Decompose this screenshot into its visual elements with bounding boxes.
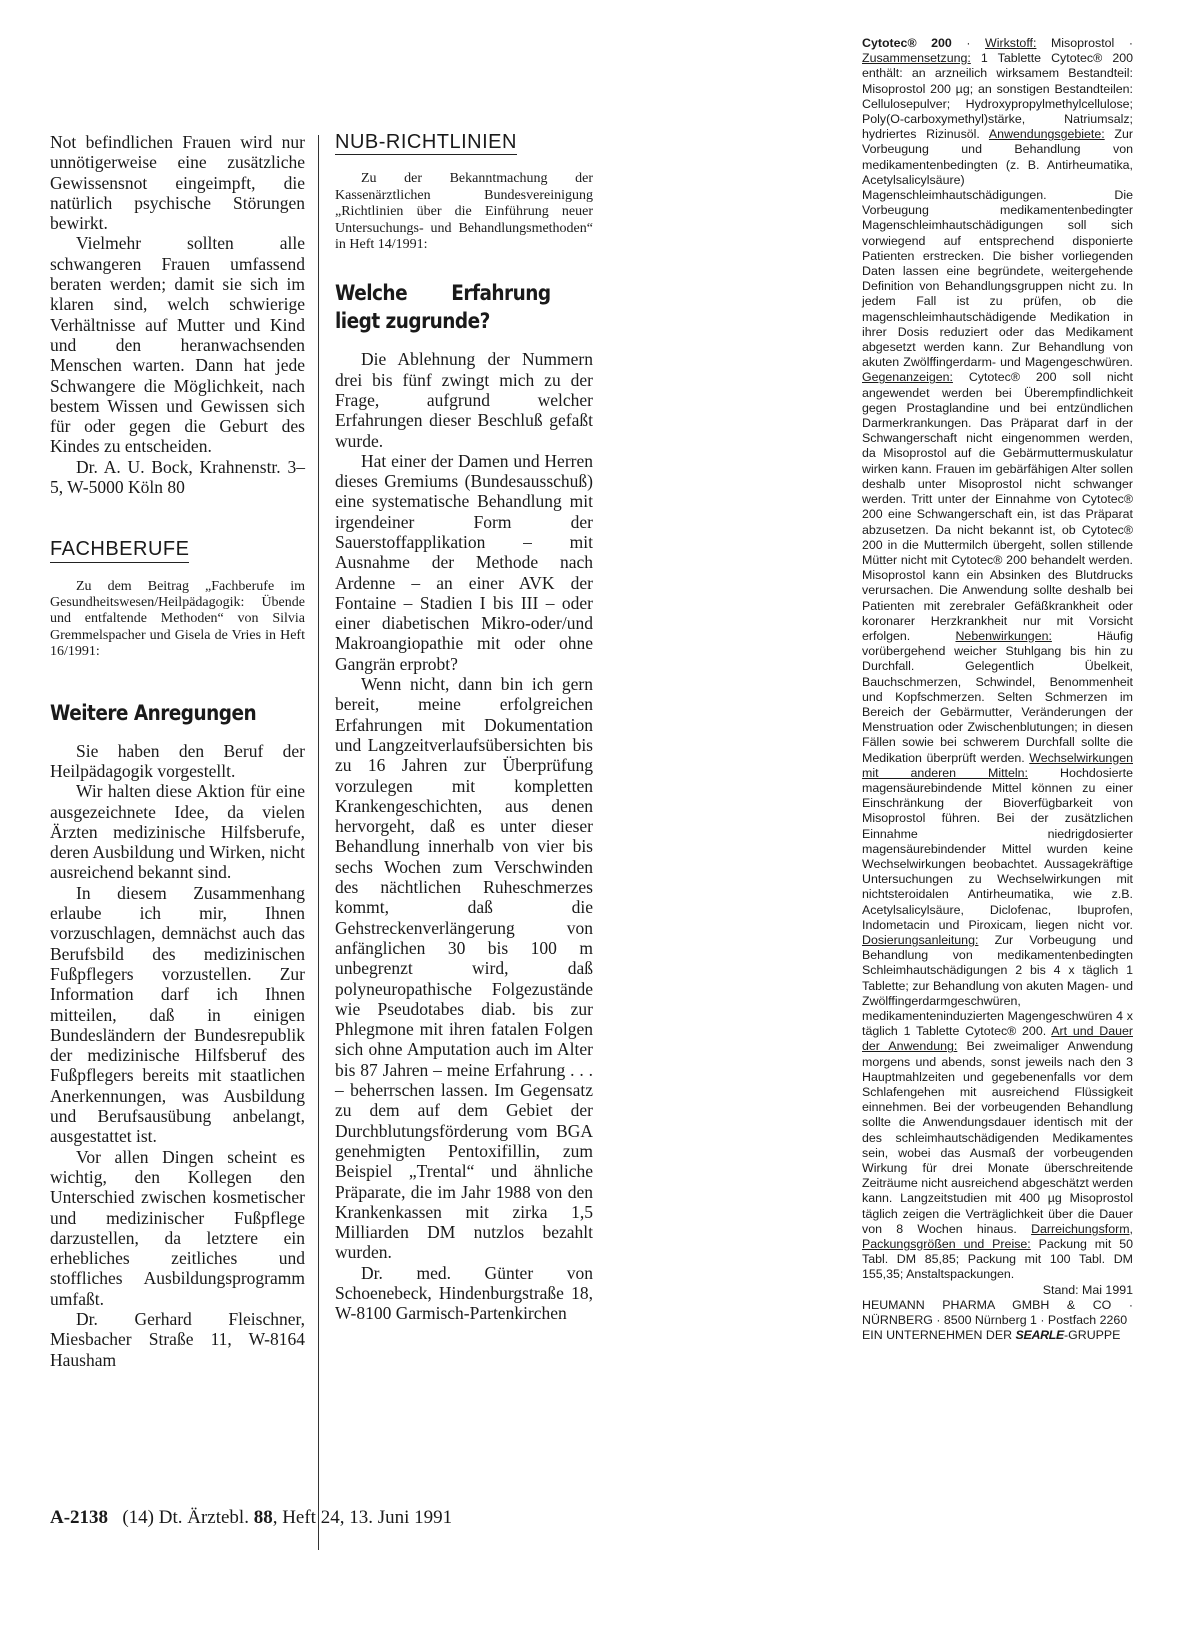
label-dosierung: Dosierungsanleitung:: [862, 932, 979, 947]
label-art-dauer: Art und Dauer der Anwendung:: [862, 1024, 1133, 1054]
paragraph: In diesem Zusammenhang erlaube ich mir, Ihnen vorzuschlagen, demnächst auch das Berufsbild des medizinischen Fußpflegers vorzustellen. Zur Information darf ich Ihnen mitteilen, daß in einigen Bundesländern der Bundesrepublik der medizinische Hilfsberuf des Fußpflegers bereits mit staatlichen Anerkennungen, was Ausbildung und Berufsausübung anbelangt, ausgestattet ist.: [50, 882, 305, 1147]
paragraph: Vor allen Dingen scheint es wichtig, den Kollegen den Unterschied zwischen kosmetischer und medizinischer Fußpflege darzustellen, da letztere ein erhebliches zeitliches und stoffliches Ausbildungsprogramm umfaßt.: [50, 1146, 305, 1309]
paragraph: Hat einer der Damen und Herren dieses Gremiums (Bundesausschuß) eine systematische Behandlung mit irgendeiner Form der Sauerstoffapplikation – mit Ausnahme der Methode nach Ardenne – an einer AVK der Fontaine – Stadien I bis III – oder einer diabetischen Mikro-oder/und Makroangiopathie mit oder ohne Gangrän erprobt?: [335, 450, 593, 674]
product-name: Cytotec® 200: [862, 36, 952, 50]
paragraph: Die Ablehnung der Nummern drei bis fünf zwingt mich zu der Frage, aufgrund welcher Erfahrungen dieser Beschluß gefaßt wurde.: [335, 349, 593, 451]
paragraph: Vielmehr sollten alle schwangeren Frauen umfassend beraten werden; damit sie sich im klaren sind, welch schwierige Verhältnisse auf Mutter und Kind und den heranwachsenden Menschen warten. Dann hat jede Schwangere die Möglichkeit, nach bestem Wissen und Gewissen sich für oder gegen die Geburt des Kindes zu entscheiden.: [50, 233, 305, 457]
prescribing-text: Cytotec® 200 · Wirkstoff: Misoprostol · Zusammensetzung: 1 Tablette Cytotec® 200 enthält: an arzneilich wirksamem Bestandteil: Misoprostol 200 µg; an sonstigen Bestandteilen: Cellulosepulver; Hydroxypropylmethylcellulose; Poly(O-carboxymethyl)stärke, Natriumsalz; hydriertes Rizinusöl. Anwendungsgebiete: Zur Vorbeugung und Behandlung von medikamentenbedingten (z. B. Antirheumatika, Acetylsalicylsäure) Magenschleimhautschädigungen. Die Vorbeugung medikamentenbedingter Magenschleimhautschädigungen soll sich vorwiegend auf entsprechend disponierte Patienten erstrecken. Die bisher vorliegenden Daten lassen eine begründete, weitergehende Definition von Behandlungsgruppen nicht zu. In jedem Fall ist zu prüfen, ob die magenschleimhautschädigende Medikation in ihrer Dosis reduziert oder das Medikament abgesetzt werden kann. Zur Behandlung von akuten Zwölffingerdarm- und Magengeschwüren. Gegenanzeigen: Cytotec® 200 soll nicht angewendet werden bei Überempfindlichkeit gegen Prostaglandine und bei entzündlichen Darmerkrankungen. Das Präparat darf in der Schwangerschaft nicht eingenommen werden, da Misoprostol auf die Gebärmuttermuskulatur wirken kann. Frauen im gebärfähigen Alter sollen deshalb unter Misoprostol nicht schwanger werden. Tritt unter der Einnahme von Cytotec® 200 eine Schwangerschaft ein, ist das Präparat abzusetzen. Da nicht bekannt ist, ob Cytotec® 200 in die Muttermilch übergeht, sollen stillende Mütter nicht mit Cytotec® 200 behandelt werden. Misoprostol kann ein Absinken des Blutdrucks verursachen. Die Anwendung sollte deshalb bei Patienten mit zerebraler Gefäßkrankheit oder koronarer Herzkrankheit nur mit Vorsicht erfolgen. Nebenwirkungen: Häufig vorübergehend weicher Stuhlgang bis hin zu Durchfall. Gelegentlich Übelkeit, Bauchschmerzen, Schwindel, Benommenheit und Kopfschmerzen. Selten Schmerzen im Bereich der Gebärmutter, Veränderungen der Menstruation oder Zwischenblutungen; in diesen Fällen sowie bei schwerem Durchfall sollte die Medikation überprüft werden. Wechselwirkungen mit anderen Mitteln: Hochdosierte magensäurebindende Mittel können zu einer Einschränkung der Bioverfügbarkeit von Misoprostol führen. Bei der zusätzlichen Einnahme niedrigdosierter magensäurebindender Mittel wurden keine Wechselwirkungen beobachtet. Aussagekräftige Untersuchungen zu Wechselwirkungen mit nichtsteroidalen Antirheumatika, wie z.B. Acetylsalicylsäure, Diclofenac, Ibuprofen, Indometacin und Piroxicam, liegen nicht vor. Dosierungsanleitung: Zur Vorbeugung und Behandlung von medikamentenbedingten Schleimhautschädigungen 2 bis 4 x täglich 1 Tablette; zur Behandlung von akuten Magen- und Zwölffingerdarmgeschwüren, medikamenteninduzierten Magengeschwüren 4 x täglich 1 Tablette Cytotec® 200. Art und Dauer der Anwendung: Bei zweimaliger Anwendung morgens und abends, sonst jeweils nach den 3 Hauptmahlzeiten und gegebenenfalls vor dem Schlafengehen mit ausreichend Flüssigkeit einnehmen. Bei der vorbeugenden Behandlung sollte die Anwendungsdauer identisch mit der des schleimhautschädigenden Medikamentes sein, wobei das Ausmaß der vorbeugenden Wirkung für drei Monate überschreitende Zeiträume nicht ausreichend abgeschätzt werden kann. Langzeitstudien mit 400 µg Misoprostol täglich zeigen die Verträglichkeit über die Dauer von 8 Wochen hinaus. Darreichungsform, Packungsgrößen und Preise: Packung mit 50 Tabl. DM 85,85; Packung mit 100 Tabl. DM 155,35; Anstaltspackungen.: [862, 36, 1134, 1282]
label-zusammensetzung: Zusammensetzung:: [862, 51, 971, 66]
label-anwendungsgebiete: Anwendungsgebiete:: [988, 127, 1105, 142]
text-wirkstoff: Misoprostol ·: [1036, 36, 1133, 50]
text-anwendungsgebiete: Zur Vorbeugung und Behandlung von medikamentenbedingten (z. B. Antirheumatika, Acetylsalicylsäure) Magenschleimhautschädigungen. Die Vorbeugung medikamentenbedingter Magenschleimhautschädigungen soll sich vorwiegend auf entsprechend disponierte Patienten erstrecken. Die bisher vorliegenden Daten lassen eine begründete, weitergehende Definition von Behandlungsgruppen nicht zu. In jedem Fall ist zu prüfen, ob die magenschleimhautschädigende Medikation in ihrer Dosis reduziert oder das Medikament abgesetzt werden kann. Zur Behandlung von akuten Zwölffingerdarm- und Magengeschwüren.: [862, 127, 1133, 370]
label-nebenwirkungen: Nebenwirkungen:: [955, 628, 1052, 643]
searle-logo: SEARLE: [1015, 1328, 1064, 1343]
label-gegenanzeigen: Gegenanzeigen:: [862, 370, 953, 385]
text-wechselwirkungen: Hochdosierte magensäurebindende Mittel können zu einer Einschränkung der Bioverfügbarkeit von Misoprostol führen. Bei der zusätzlichen Einnahme niedrigdosierter magensäurebindender Mittel wurden keine Wechselwirkungen beobachtet. Aussagekräftige Untersuchungen zu Wechselwirkungen mit nichtsteroidalen Antirheumatika, wie z.B. Acetylsalicylsäure, Diclofenac, Ibuprofen, Indometacin und Piroxicam, liegen nicht vor.: [862, 765, 1133, 932]
page-footer: [50, 1507, 452, 1529]
stand-date: Stand: Mai 1991: [1042, 1282, 1133, 1297]
company-group: [862, 1328, 1133, 1343]
letter-author: Dr. med. Günter von Schoenebeck, Hindenburgstraße 18, W-8100 Garmisch-Partenkirchen: [335, 1262, 593, 1324]
volume-number: 88: [253, 1507, 273, 1528]
section-rubric: FACHBERUFE: [50, 539, 189, 562]
issue-suffix: , Heft 24, 13. Juni 1991: [272, 1507, 453, 1528]
text-zusammensetzung: 1 Tablette Cytotec® 200 enthält: an arzneilich wirksamem Bestandteil: Misoprostol 200 µg; an sonstigen Bestandteilen: Cellulosepulver; Hydroxypropylmethylcellulose; Poly(O-carboxymethyl)stärke, Natriumsalz; hydriertes Rizinusöl.: [862, 51, 1133, 142]
page-number: A-2138: [50, 1507, 109, 1528]
issue-prefix: (14) Dt. Ärztebl.: [122, 1507, 254, 1528]
letter-column-left: [50, 132, 305, 1370]
paragraph: Not befindlichen Frauen wird nur unnötigerweise eine zusätzliche Gewissensnot eingeimpft, die natürlich psychische Störungen bewirkt.: [50, 132, 305, 234]
prescribing-information: [862, 36, 1133, 1343]
column-divider: [318, 135, 319, 1550]
letter-intro: Zu der Bekanntmachung der Kassenärztlichen Bundesvereinigung „Richtlinien über die Einführung neuer Untersuchungs- und Behandlungsmethoden“ in Heft 14/1991:: [335, 171, 593, 252]
letter-author: Dr. Gerhard Fleischner, Miesbacher Straße 11, W-8164 Hausham: [50, 1308, 305, 1370]
letter-headline: Welche Erfahrung liegt zugrunde?: [335, 281, 551, 334]
paragraph: Sie haben den Beruf der Heilpädagogik vorgestellt.: [50, 740, 305, 781]
letter-headline: Weitere Anregungen: [50, 700, 257, 725]
group-suffix: -GRUPPE: [1063, 1328, 1121, 1343]
paragraph: Wenn nicht, dann bin ich gern bereit, meine erfolgreichen Erfahrungen mit Dokumentation und Langzeitverlaufsübersichten bis zu 16 Jahren zur Überprüfung vorzulegen mit kompletten Krankengeschichten, aus denen hervorgeht, daß es unter dieser Behandlung innerhalb von vier bis sechs Wochen zum Verschwinden des nächtlichen Ruheschmerzes kommt, daß die Gehstreckenverlängerung von anfänglichen 30 bis 100 m unbegrenzt wird, daß polyneuropathische Folgezustände wie Pseudotabes diab. bis zur Phlegmone mit ihren fatalen Folgen sich ohne Amputation auch im Alter bis 87 Jahren – meine Erfahrung . . . – beherrschen lassen. Im Gegensatz zu dem auf dem Gebiet der Durchblutungsförderung vom BGA genehmigten Pentoxifillin, zum Beispiel „Trental“ und ähnliche Präparate, die im Jahr 1988 von den Krankenkassen mit zirka 1,5 Milliarden DM nutzlos bezahlt wurden.: [335, 674, 593, 1263]
paragraph: Wir halten diese Aktion für eine ausgezeichnete Idee, da vielen Ärzten medizinische Hilfsberufe, deren Ausbildung und Wirken, nicht ausreichend bekannt sind.: [50, 781, 305, 883]
text-dosierung: Zur Vorbeugung und Behandlung von medikamentenbedingten Schleimhautschädigungen 2 bis 4 x täglich 1 Tablette; zur Behandlung von akuten Magen- und Zwölffingerdarmgeschwüren, medikamenteninduzierten Magengeschwüren 4 x täglich 1 Tablette Cytotec® 200.: [862, 932, 1133, 1039]
group-prefix: EIN UNTERNEHMEN DER: [862, 1328, 1016, 1343]
label-darreichung: Darreichungsform, Packungsgrößen und Preise:: [862, 1221, 1133, 1252]
label-wirkstoff: Wirkstoff:: [985, 36, 1037, 50]
text-art-dauer: Bei zweimaliger Anwendung morgens und abends, sonst jeweils nach den 3 Hauptmahlzeiten und gegebenenfalls vor dem Schlafengehen mit ausreichend Flüssigkeit einnehmen. Bei der vorbeugenden Behandlung sollte die Anwendungsdauer identisch mit der des schleimhautschädigenden Medikamentes sein, wobei das Ausmaß der vorbeugenden Wirkung für drei Monate überschreitende Zeiträume nicht ausreichend abgeschätzt werden kann. Langzeitstudien mit 400 µg Misoprostol täglich zeigen die Verträglichkeit über die Dauer von 8 Wochen hinaus.: [862, 1039, 1134, 1236]
text-nebenwirkungen: Häufig vorübergehend weicher Stuhlgang bis hin zu Durchfall. Gelegentlich Übelkeit, Bauchschmerzen, Schwindel, Benommenheit und Kopfschmerzen. Selten Schmerzen im Bereich der Gebärmutter, Veränderungen der Menstruation oder Zwischenblutungen; in diesen Fällen sowie bei schwerem Durchfall sollte die Medikation überprüft werden.: [862, 628, 1133, 765]
text-gegenanzeigen: Cytotec® 200 soll nicht angewendet werden bei Überempfindlichkeit gegen Prostaglandine und bei entzündlichen Darmerkrankungen. Das Präparat darf in der Schwangerschaft nicht eingenommen werden, da Misoprostol auf die Gebärmuttermuskulatur wirken kann. Frauen im gebärfähigen Alter sollen deshalb unter Misoprostol nicht schwanger werden. Tritt unter der Einnahme von Cytotec® 200 eine Schwangerschaft ein, ist das Präparat abzusetzen. Da nicht bekannt ist, ob Cytotec® 200 in die Muttermilch übergeht, sollen stillende Mütter nicht mit Cytotec® 200 behandelt werden. Misoprostol kann ein Absinken des Blutdrucks verursachen. Die Anwendung sollte deshalb bei Patienten mit zerebraler Gefäßkrankheit oder koronarer Herzkrankheit nur mit Vorsicht erfolgen.: [862, 370, 1133, 643]
letter-column-middle: [335, 132, 593, 1324]
text-darreichung: Packung mit 50 Tabl. DM 85,85; Packung mit 100 Tabl. DM 155,35; Anstaltspackungen.: [862, 1237, 1133, 1282]
section-rubric: NUB-RICHTLINIEN: [335, 132, 517, 155]
label-wechselwirkungen: Wechselwirkungen mit anderen Mitteln:: [862, 750, 1133, 780]
letter-intro: Zu dem Beitrag „Fachberufe im Gesundheitswesen/Heilpädagogik: Übende und entfaltende Methoden“ von Silvia Gremmelspacher und Gisela de Vries in Heft 16/1991:: [50, 578, 305, 660]
company-address: HEUMANN PHARMA GMBH & CO · NÜRNBERG · 8500 Nürnberg 1 · Postfach 2260: [862, 1297, 1133, 1328]
letter-author: Dr. A. U. Bock, Krahnenstr. 3–5, W-5000 Köln 80: [50, 456, 305, 498]
